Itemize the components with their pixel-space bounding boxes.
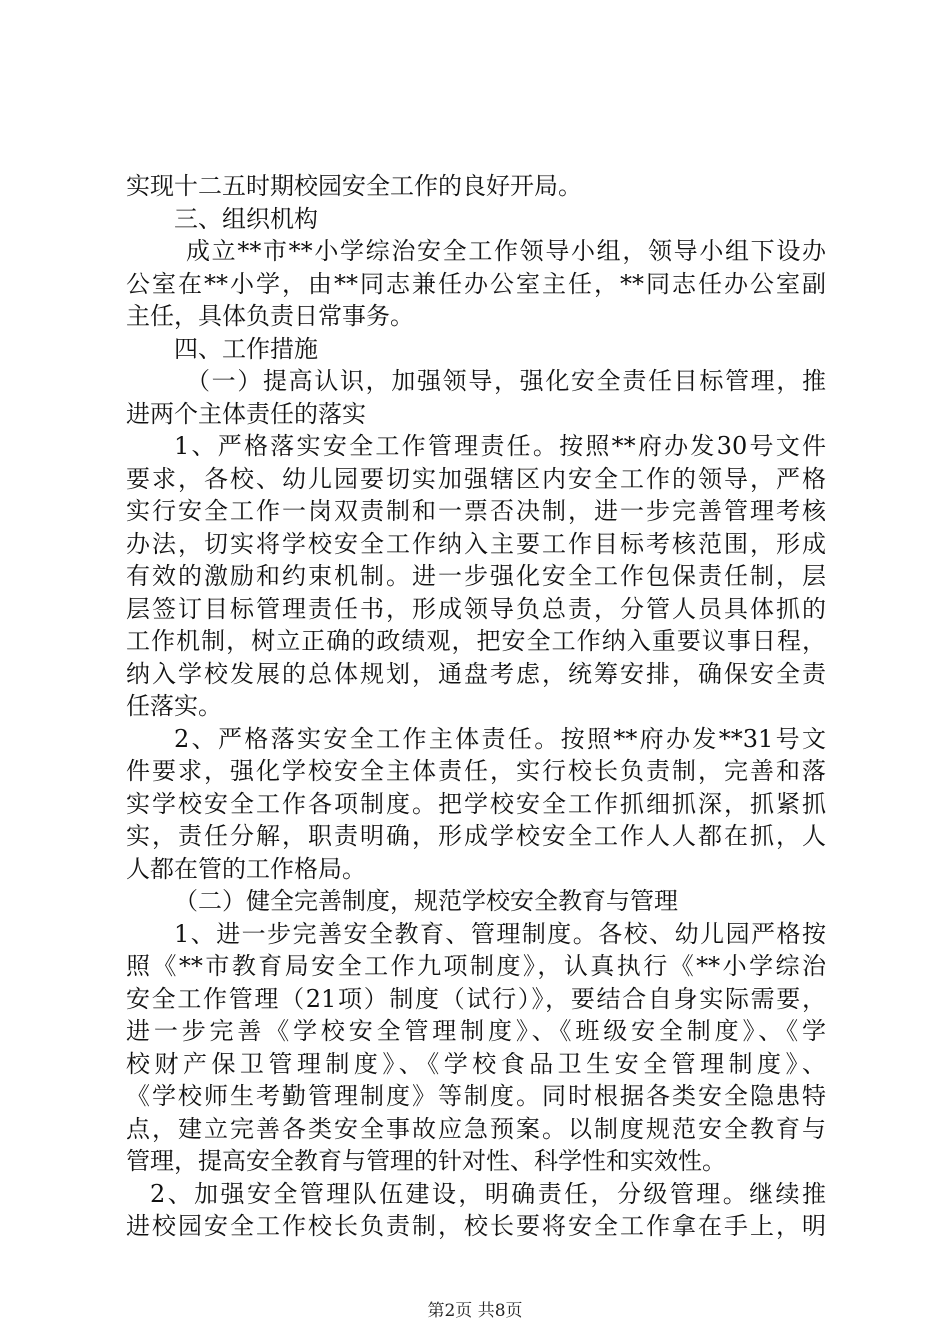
text-line: 1、进一步完善安全教育、管理制度。各校、幼儿园严格按 — [174, 919, 826, 948]
text-line: 实行安全工作一岗双责制和一票否决制，进一步完善管理考核 — [126, 497, 826, 525]
text-line: 公室在**小学，由**同志兼任办公室主任，**同志任办公室副 — [126, 269, 826, 298]
text-line: 管理，提高安全教育与管理的针对性、科学性和实效性。 — [126, 1147, 726, 1175]
text-line: 三、组织机构 — [174, 204, 318, 233]
text-line: 人都在管的工作格局。 — [126, 854, 366, 883]
text-line: 进两个主体责任的落实 — [126, 399, 366, 428]
text-line: 办法，切实将学校安全工作纳入主要工作目标考核范围，形成 — [126, 529, 826, 558]
text-line: 2、严格落实安全工作主体责任。按照**府办发**31号文 — [174, 724, 826, 753]
text-line: 主任，具体负责日常事务。 — [126, 302, 414, 330]
page-footer: 第2页 共8页 — [427, 1301, 523, 1321]
text-line: 层签订目标管理责任书，形成领导负总责，分管人员具体抓的 — [126, 594, 826, 623]
text-line: 有效的激励和约束机制。进一步强化安全工作包保责任制，层 — [126, 562, 826, 590]
text-line: 2、加强安全管理队伍建设，明确责任，分级管理。继续推 — [150, 1179, 826, 1208]
text-line: 点，建立完善各类安全事故应急预案。以制度规范安全教育与 — [126, 1114, 826, 1143]
text-line: 任落实。 — [126, 692, 222, 720]
text-line: （一）提高认识，加强领导，强化安全责任目标管理，推 — [186, 367, 826, 395]
text-line: 校财产保卫管理制度》、《学校食品卫生安全管理制度》、 — [126, 1049, 826, 1078]
text-line: 1、严格落实安全工作管理责任。按照**府办发30号文件 — [174, 432, 826, 460]
text-line: 实，责任分解，职责明确，形成学校安全工作人人都在抓，人 — [126, 822, 826, 850]
text-line: 成立**市**小学综治安全工作领导小组，领导小组下设办 — [186, 237, 826, 265]
text-line: 进校园安全工作校长负责制，校长要将安全工作拿在手上，明 — [126, 1212, 826, 1240]
text-line: 实现十二五时期校园安全工作的良好开局。 — [126, 172, 582, 200]
text-line: 要求，各校、幼儿园要切实加强辖区内安全工作的领导，严格 — [126, 464, 826, 493]
text-line: 纳入学校发展的总体规划，通盘考虑，统筹安排，确保安全责 — [126, 659, 826, 688]
text-line: 照《**市教育局安全工作九项制度》，认真执行《**小学综治 — [126, 952, 826, 980]
text-line: 《学校师生考勤管理制度》等制度。同时根据各类安全隐患特 — [126, 1082, 826, 1110]
text-line: 件要求，强化学校安全主体责任，实行校长负责制，完善和落 — [126, 757, 826, 785]
text-line: 工作机制，树立正确的政绩观，把安全工作纳入重要议事日程， — [126, 627, 826, 655]
text-line: 安全工作管理（21项）制度（试行）》，要结合自身实际需要， — [126, 984, 826, 1013]
text-line: 四、工作措施 — [174, 334, 318, 363]
text-line: 实学校安全工作各项制度。把学校安全工作抓细抓深，抓紧抓 — [126, 789, 826, 818]
text-line: 进一步完善《学校安全管理制度》、《班级安全制度》、《学 — [126, 1017, 826, 1045]
document-body — [126, 170, 826, 1243]
text-line: （二）健全完善制度，规范学校安全教育与管理 — [174, 887, 678, 915]
